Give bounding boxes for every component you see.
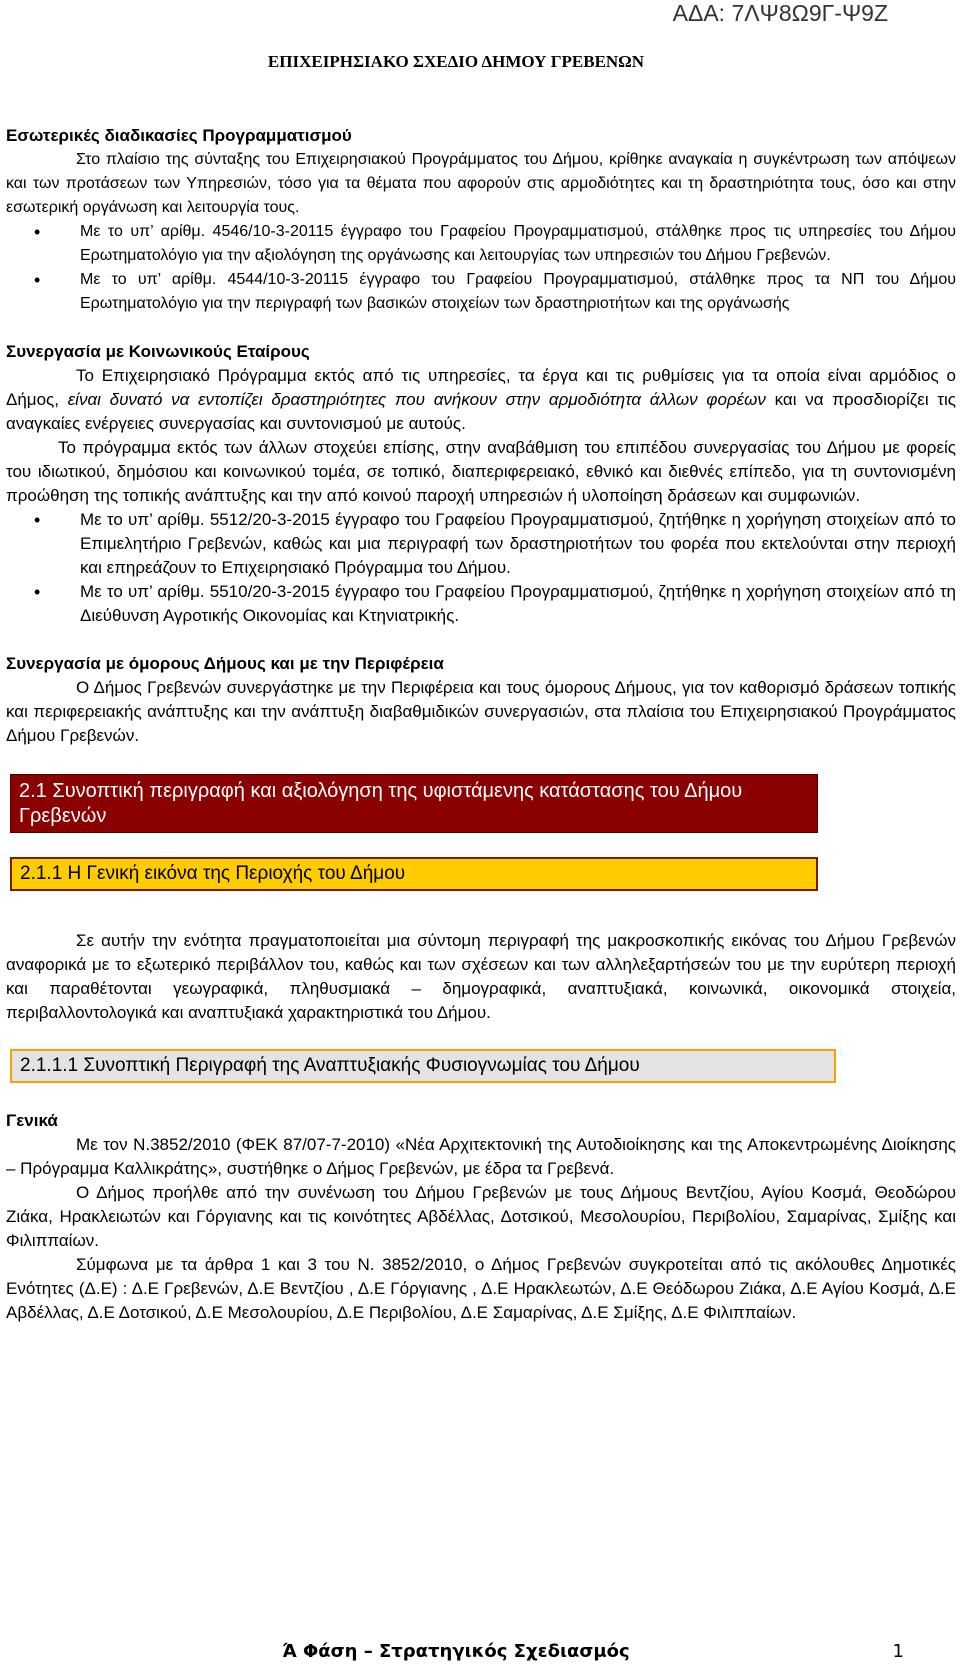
- section-social-partners: [6, 340, 956, 628]
- document-body: [6, 124, 956, 1325]
- paragraph-general-1: Με τον Ν.3852/2010 (ΦΕΚ 87/07-7-2010) «Νέα Αρχιτεκτονική της Αυτοδιοίκησης και της Αποκεντρωμένης Διοίκησης – Πρόγραμμα Καλλικράτης», συστήθηκε ο Δήμος Γρεβενών, με έδρα τα Γρεβενά.: [6, 1135, 956, 1178]
- heading-internal-procedures: Εσωτερικές διαδικασίες Προγραμματισμού: [6, 126, 352, 145]
- paragraph-social-2: Το πρόγραμμα εκτός των άλλων στοχεύει επίσης, στην αναβάθμιση του επιπέδου συνεργασίας του Δήμου με φορείς του ιδιωτικού, δημόσιου και κοινωνικού τομέα, σε τοπικό, διαπεριφερειακό, εθνικό και διεθνές επίπεδο, για τη συντονισμένη προώθηση της τοπικής ανάπτυξης και την από κοινού παροχή υπηρεσιών ή υλοποίηση δράσεων και συμφωνιών.: [6, 438, 956, 505]
- section-banner-2-1: 2.1 Συνοπτική περιγραφή και αξιολόγηση της υφιστάμενης κατάστασης του Δήμου Γρεβενών: [10, 774, 818, 833]
- list-item: • Με το υπ’ αρίθμ. 5512/20-3-2015 έγγραφο του Γραφείου Προγραμματισμού, ζητήθηκε η χορήγηση στοιχείων από το Επιμελητήριο Γρεβενών, καθώς και μια περιγραφή των δραστηριοτήτων του φορέα που εκτελούνται στην περιοχή και επηρεάζουν το Επιχειρησιακό Πρόγραμμα του Δήμου.: [6, 508, 956, 580]
- list-item: • Με το υπ’ αρίθμ. 4546/10-3-20115 έγγραφο του Γραφείου Προγραμματισμού, στάλθηκε προς τις υπηρεσίες του Δήμου Ερωτηματολόγιο για την αξιολόγηση της οργάνωσης και λειτουργίας των υπηρεσιών του Δήμου Γρεβενών.: [6, 220, 956, 268]
- paragraph-area-overview: Σε αυτήν την ενότητα πραγματοποιείται μια σύντομη περιγραφή της μακροσκοπικής εικόνας του Δήμου Γρεβενών αναφορικά με το εξωτερικό περιβάλλον του, καθώς και των σχέσεων και των αλληλεξαρτήσεών του με την ευρύτερη περιοχή και παραθέτονται γεωγραφικά, πληθυσμιακά – δημογραφικά, αναπτυξιακά, κοινωνικά, οικονομικά στοιχεία, περιβαλλοντολογικά και αναπτυξιακά χαρακτηριστικά του Δήμου.: [6, 931, 956, 1022]
- page-number: 1: [892, 1641, 904, 1662]
- text-span: Το Επιχειρησιακό Πρόγραμμα εκτός από τις υπηρεσίες, τα έργα και τις ρυθμίσεις για τα οποία είναι αρμόδιος ο Δήμος,: [6, 366, 956, 409]
- paragraph-general-3: Σύμφωνα με τα άρθρα 1 και 3 του Ν. 3852/2010, ο Δήμος Γρεβενών συγκροτείται από τις ακόλουθες Δημοτικές Ενότητες (Δ.Ε) : Δ.Ε Γρεβενών, Δ.Ε Βεντζίου , Δ.Ε Γόργιανης , Δ.Ε Ηρακλεωτών, Δ.Ε Θεόδωρου Ζιάκα, Δ.Ε Αγίου Κοσμά, Δ.Ε Αβδέλλας, Δ.Ε Δοτσικού, Δ.Ε Μεσολουρίου, Δ.Ε Περιβολίου, Δ.Ε Σαμαρίνας, Δ.Ε Σμίξης, Δ.Ε Φιλιππαίων.: [6, 1255, 956, 1322]
- italic-text: είναι δυνατό να εντοπίζει δραστηριότητες που ανήκουν στην αρμοδιότητα άλλων φορέων: [67, 390, 766, 409]
- bullet-list-social: [6, 508, 956, 628]
- section-neighbor-municipalities: [6, 652, 956, 748]
- text-span: και να προσδιορίζει τις αναγκαίες ενέργειες συνεργασίας και συντονισμού με αυτούς.: [6, 390, 956, 433]
- paragraph-internal-intro: Στο πλαίσιο της σύνταξης του Επιχειρησιακού Προγράμματος του Δήμου, κρίθηκε αναγκαία η συγκέντρωση των απόψεων και των προτάσεων των Υπηρεσιών, τόσο για τα θέματα που αφορούν στις αρμοδιότητες και τη δραστηριότητα τους, όσο και στην εσωτερική οργάνωση και λειτουργία τους.: [6, 151, 956, 216]
- heading-general: Γενικά: [6, 1111, 58, 1130]
- section-banner-2-1-1-1: 2.1.1.1 Συνοπτική Περιγραφή της Αναπτυξιακής Φυσιογνωμίας του Δήμου: [10, 1049, 836, 1083]
- paragraph-general-2: Ο Δήμος προήλθε από την συνένωση του Δήμου Γρεβενών με τους Δήμους Βεντζίου, Αγίου Κοσμά, Θεοδώρου Ζιάκα, Ηρακλειωτών και Γόργιανης και τις κοινότητες Αβδέλλας, Δοτσικού, Μεσολουρίου, Περιβολίου, Σαμαρίνας, Σμίξης και Φιλιππαίων.: [6, 1183, 956, 1250]
- section-banner-2-1-1: 2.1.1 Η Γενική εικόνα της Περιοχής του Δήμου: [10, 857, 818, 891]
- list-item: • Με το υπ’ αρίθμ. 5510/20-3-2015 έγγραφο του Γραφείου Προγραμματισμού, ζητήθηκε η χορήγηση στοιχείων από τη Διεύθυνση Αγροτικής Οικονομίας και Κτηνιατρικής.: [6, 580, 956, 628]
- ada-code: ΑΔΑ: 7ΛΨ8Ω9Γ-Ψ9Ζ: [672, 0, 888, 26]
- paragraph-neighbors: Ο Δήμος Γρεβενών συνεργάστηκε με την Περιφέρεια και τους όμορους Δήμους, για τον καθορισμό δράσεων τοπικής και περιφερειακής ανάπτυξης και την ανάπτυξη διαβαθμιδικών συνεργασιών, στα πλαίσια του Επιχειρησιακού Προγράμματος Δήμου Γρεβενών.: [6, 678, 956, 745]
- bullet-list-internal: [6, 220, 956, 316]
- list-item: • Με το υπ’ αρίθμ. 4544/10-3-20115 έγγραφο του Γραφείου Προγραμματισμού, στάλθηκε προς τα ΝΠ του Δήμου Ερωτηματολόγιο για την περιγραφή των βασικών στοιχείων των δραστηριοτήτων και της οργάνωσής: [6, 268, 956, 316]
- heading-social-partners: Συνεργασία με Κοινωνικούς Εταίρους: [6, 342, 310, 361]
- section-internal-procedures: [6, 124, 956, 316]
- document-title: ΕΠΙΧΕΙΡΗΣΙΑΚΟ ΣΧΕΔΙΟ ΔΗΜΟΥ ΓΡΕΒΕΝΩΝ: [267, 52, 645, 71]
- footer-phase-title: Ά Φάση – Στρατηγικός Σχεδιασμός: [282, 1641, 630, 1662]
- paragraph-social-1: [6, 364, 956, 436]
- section-general: [6, 1109, 956, 1325]
- heading-neighbor-municipalities: Συνεργασία με όμορους Δήμους και με την Περιφέρεια: [6, 654, 444, 673]
